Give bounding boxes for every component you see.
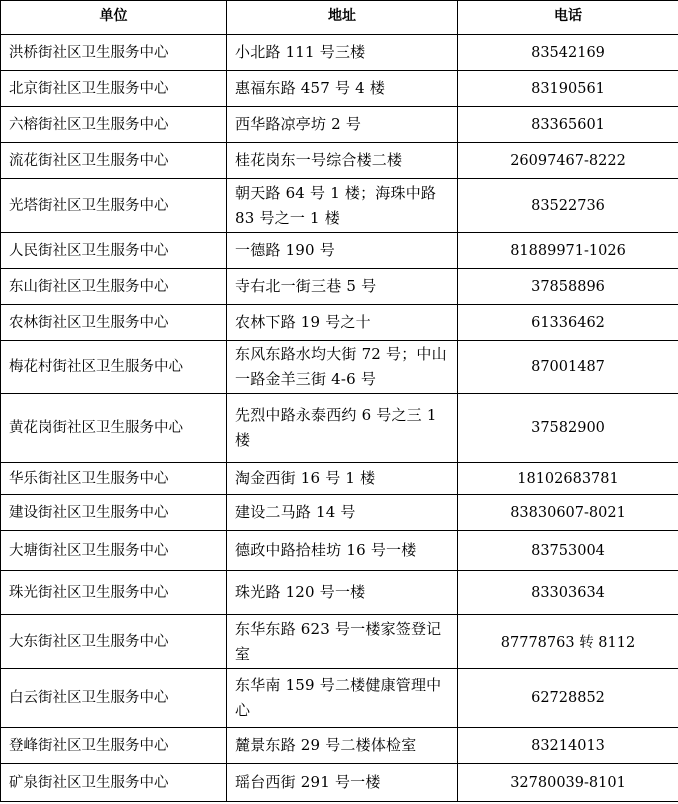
table-row xyxy=(1,728,678,764)
phone-cell: 37582900 xyxy=(458,394,678,463)
address-cell: 麓景东路 29 号二楼体检室 xyxy=(227,728,458,764)
phone-cell: 87778763 转 8112 xyxy=(458,615,678,669)
phone-cell: 32780039-8101 xyxy=(458,764,678,802)
address-cell: 桂花岗东一号综合楼二楼 xyxy=(227,143,458,179)
address-cell: 东风东路水均大街 72 号；中山一路金羊三街 4-6 号 xyxy=(227,341,458,394)
unit-cell: 农林街社区卫生服务中心 xyxy=(1,305,227,341)
phone-cell: 83522736 xyxy=(458,179,678,233)
table-row xyxy=(1,615,678,669)
table-row xyxy=(1,179,678,233)
phone-cell: 83542169 xyxy=(458,35,678,71)
unit-cell: 大塘街社区卫生服务中心 xyxy=(1,531,227,571)
address-cell: 寺右北一街三巷 5 号 xyxy=(227,269,458,305)
table-row xyxy=(1,71,678,107)
unit-cell: 北京街社区卫生服务中心 xyxy=(1,71,227,107)
address-cell: 瑶台西街 291 号一楼 xyxy=(227,764,458,802)
address-cell: 农林下路 19 号之十 xyxy=(227,305,458,341)
unit-cell: 黄花岗街社区卫生服务中心 xyxy=(1,394,227,463)
unit-cell: 矿泉街社区卫生服务中心 xyxy=(1,764,227,802)
phone-cell: 26097467-8222 xyxy=(458,143,678,179)
table-row xyxy=(1,394,678,463)
address-cell: 小北路 111 号三楼 xyxy=(227,35,458,71)
unit-cell: 登峰街社区卫生服务中心 xyxy=(1,728,227,764)
column-header-address: 地址 xyxy=(227,1,458,35)
address-cell: 西华路凉亭坊 2 号 xyxy=(227,107,458,143)
table-row xyxy=(1,269,678,305)
phone-cell: 18102683781 xyxy=(458,463,678,495)
address-cell: 珠光路 120 号一楼 xyxy=(227,571,458,615)
unit-cell: 大东街社区卫生服务中心 xyxy=(1,615,227,669)
table-row xyxy=(1,764,678,802)
table-row xyxy=(1,463,678,495)
unit-cell: 光塔街社区卫生服务中心 xyxy=(1,179,227,233)
unit-cell: 华乐街社区卫生服务中心 xyxy=(1,463,227,495)
unit-cell: 建设街社区卫生服务中心 xyxy=(1,495,227,531)
address-cell: 德政中路拾桂坊 16 号一楼 xyxy=(227,531,458,571)
table-row xyxy=(1,571,678,615)
phone-cell: 61336462 xyxy=(458,305,678,341)
phone-cell: 62728852 xyxy=(458,669,678,728)
address-cell: 朝天路 64 号 1 楼；海珠中路 83 号之一 1 楼 xyxy=(227,179,458,233)
phone-cell: 83214013 xyxy=(458,728,678,764)
address-cell: 东华东路 623 号一楼家签登记室 xyxy=(227,615,458,669)
table-row xyxy=(1,143,678,179)
phone-cell: 83830607-8021 xyxy=(458,495,678,531)
unit-cell: 六榕街社区卫生服务中心 xyxy=(1,107,227,143)
phone-cell: 83303634 xyxy=(458,571,678,615)
address-cell: 先烈中路永泰西约 6 号之三 1 楼 xyxy=(227,394,458,463)
table-row xyxy=(1,531,678,571)
table-row xyxy=(1,341,678,394)
table-row xyxy=(1,495,678,531)
table-row xyxy=(1,107,678,143)
unit-cell: 白云街社区卫生服务中心 xyxy=(1,669,227,728)
unit-cell: 珠光街社区卫生服务中心 xyxy=(1,571,227,615)
unit-cell: 洪桥街社区卫生服务中心 xyxy=(1,35,227,71)
column-header-unit: 单位 xyxy=(1,1,227,35)
phone-cell: 83365601 xyxy=(458,107,678,143)
phone-cell: 87001487 xyxy=(458,341,678,394)
table-row xyxy=(1,233,678,269)
phone-cell: 83753004 xyxy=(458,531,678,571)
address-cell: 东华南 159 号二楼健康管理中心 xyxy=(227,669,458,728)
table-row xyxy=(1,669,678,728)
address-cell: 惠福东路 457 号 4 楼 xyxy=(227,71,458,107)
unit-cell: 人民街社区卫生服务中心 xyxy=(1,233,227,269)
address-cell: 淘金西街 16 号 1 楼 xyxy=(227,463,458,495)
address-cell: 建设二马路 14 号 xyxy=(227,495,458,531)
address-cell: 一德路 190 号 xyxy=(227,233,458,269)
table-header-row xyxy=(1,1,678,35)
phone-cell: 37858896 xyxy=(458,269,678,305)
phone-cell: 81889971-1026 xyxy=(458,233,678,269)
unit-cell: 梅花村街社区卫生服务中心 xyxy=(1,341,227,394)
table-row xyxy=(1,305,678,341)
unit-cell: 东山街社区卫生服务中心 xyxy=(1,269,227,305)
column-header-phone: 电话 xyxy=(458,1,678,35)
table-row xyxy=(1,35,678,71)
unit-cell: 流花街社区卫生服务中心 xyxy=(1,143,227,179)
phone-cell: 83190561 xyxy=(458,71,678,107)
